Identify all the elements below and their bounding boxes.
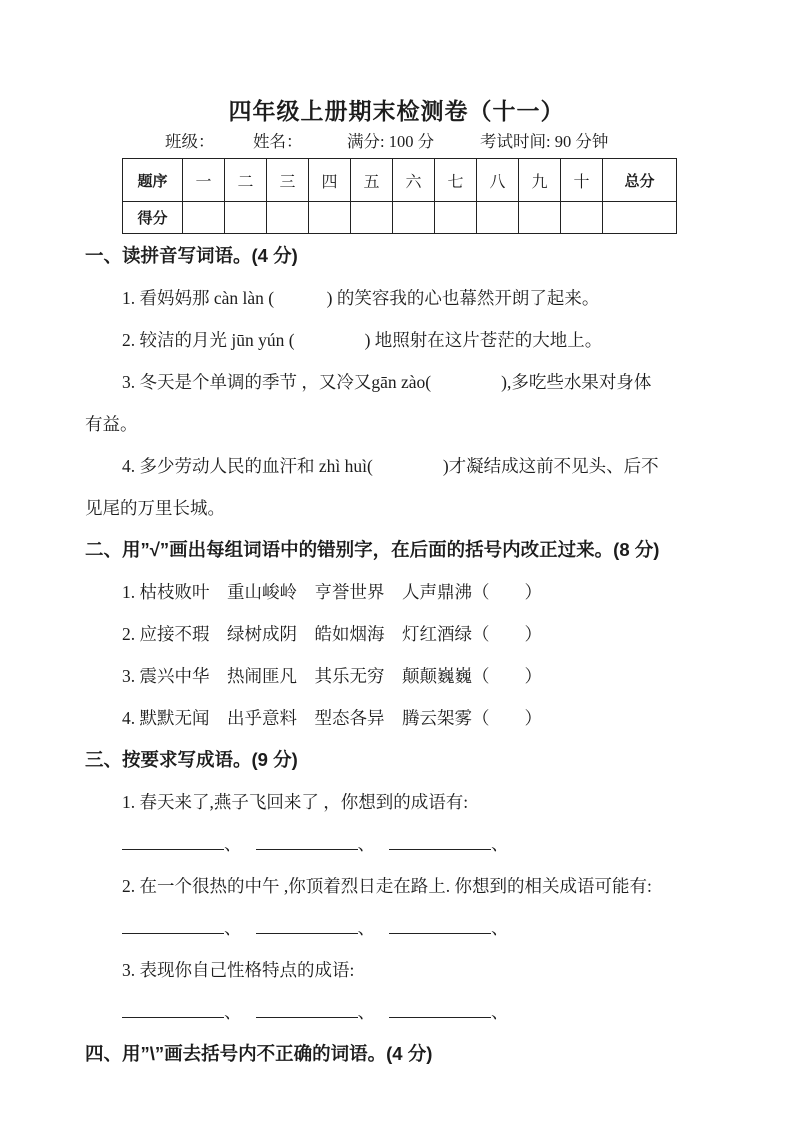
col-7: 七 [435,159,477,202]
score-table [122,158,677,234]
question-line: 1. 枯枝败叶 重山峻岭 亨誉世界 人声鼎沸（ ） [122,582,542,602]
class-label: 班级： [165,132,215,151]
score-cell [561,202,603,234]
question-line: 3. 震兴中华 热闹匪凡 其乐无穷 颠颠巍巍（ ） [122,666,542,686]
score-table-header-row [123,159,677,202]
score-row-header: 得分 [123,202,183,234]
exam-body [85,235,773,1075]
question-line: 3. 表现你自己性格特点的成语: [122,960,355,980]
question-line-wrap: 见尾的万里长城。 [85,498,225,518]
col-2: 二 [225,159,267,202]
col-4: 四 [309,159,351,202]
blank-separator: 、 [357,834,375,854]
col-3: 三 [267,159,309,202]
question-order-header: 题序 [123,159,183,202]
answer-blanks-row [85,823,773,865]
exam-time-label: 考试时间: 90 分钟 [480,132,609,151]
answer-blank-underline [389,933,491,934]
score-cell [393,202,435,234]
score-cell [519,202,561,234]
score-cell [309,202,351,234]
total-score-cell [603,202,677,234]
name-label: 姓名： [253,132,303,151]
score-cell [477,202,519,234]
answer-blank-underline [256,849,358,850]
answer-blank-underline [122,933,224,934]
score-cell [183,202,225,234]
answer-blanks-row [85,991,773,1033]
blank-separator: 、 [357,1002,375,1022]
col-5: 五 [351,159,393,202]
answer-blank-underline [122,1017,224,1018]
col-1: 一 [183,159,225,202]
question-line: 2. 在一个很热的中午 ,你顶着烈日走在路上. 你想到的相关成语可能有: [122,876,652,896]
full-score-label: 满分: 100 分 [347,132,435,151]
blank-separator: 、 [491,834,509,854]
score-cell [225,202,267,234]
score-cell [351,202,393,234]
col-8: 八 [477,159,519,202]
col-9: 九 [519,159,561,202]
blank-separator: 、 [224,834,242,854]
col-10: 十 [561,159,603,202]
total-score-header: 总分 [603,159,677,202]
blank-separator: 、 [357,918,375,938]
question-line-wrap: 有益。 [85,414,138,434]
question-line: 2. 较洁的月光 jūn yún ( ) 地照射在这片苍茫的大地上。 [122,330,603,350]
section-4-heading: 四、用”\”画去括号内不正确的词语。(4 分) [85,1043,433,1064]
score-cell [435,202,477,234]
question-line: 4. 多少劳动人民的血汗和 zhì huì( )才凝结成这前不见头、后不 [122,456,659,476]
question-line: 1. 看妈妈那 càn làn ( ) 的笑容我的心也幕然开朗了起来。 [122,288,600,308]
answer-blank-underline [389,849,491,850]
score-table-score-row [123,202,677,234]
section-2-heading: 二、用”√”画出每组词语中的错别字，在后面的括号内改正过来。(8 分) [85,539,660,560]
question-line: 4. 默默无闻 出乎意料 型态各异 腾云架雾（ ） [122,708,542,728]
page-title: 四年级上册期末检测卷（十一） [228,98,565,125]
answer-blank-underline [256,1017,358,1018]
blank-separator: 、 [491,1002,509,1022]
answer-blanks-row [85,907,773,949]
answer-blank-underline [389,1017,491,1018]
answer-blank-underline [256,933,358,934]
section-3-heading: 三、按要求写成语。(9 分) [85,749,298,770]
meta-row [0,128,793,154]
question-line: 3. 冬天是个单调的季节 ，又冷又gān zào( ),多吃些水果对身体 [122,372,652,392]
question-line: 2. 应接不瑕 绿树成阴 皓如烟海 灯红酒绿（ ） [122,624,542,644]
blank-separator: 、 [224,918,242,938]
score-cell [267,202,309,234]
col-6: 六 [393,159,435,202]
blank-separator: 、 [224,1002,242,1022]
section-1-heading: 一、读拼音写词语。(4 分) [85,245,298,266]
question-line: 1. 春天来了,燕子飞回来了 ，你想到的成语有: [122,792,469,812]
blank-separator: 、 [491,918,509,938]
answer-blank-underline [122,849,224,850]
